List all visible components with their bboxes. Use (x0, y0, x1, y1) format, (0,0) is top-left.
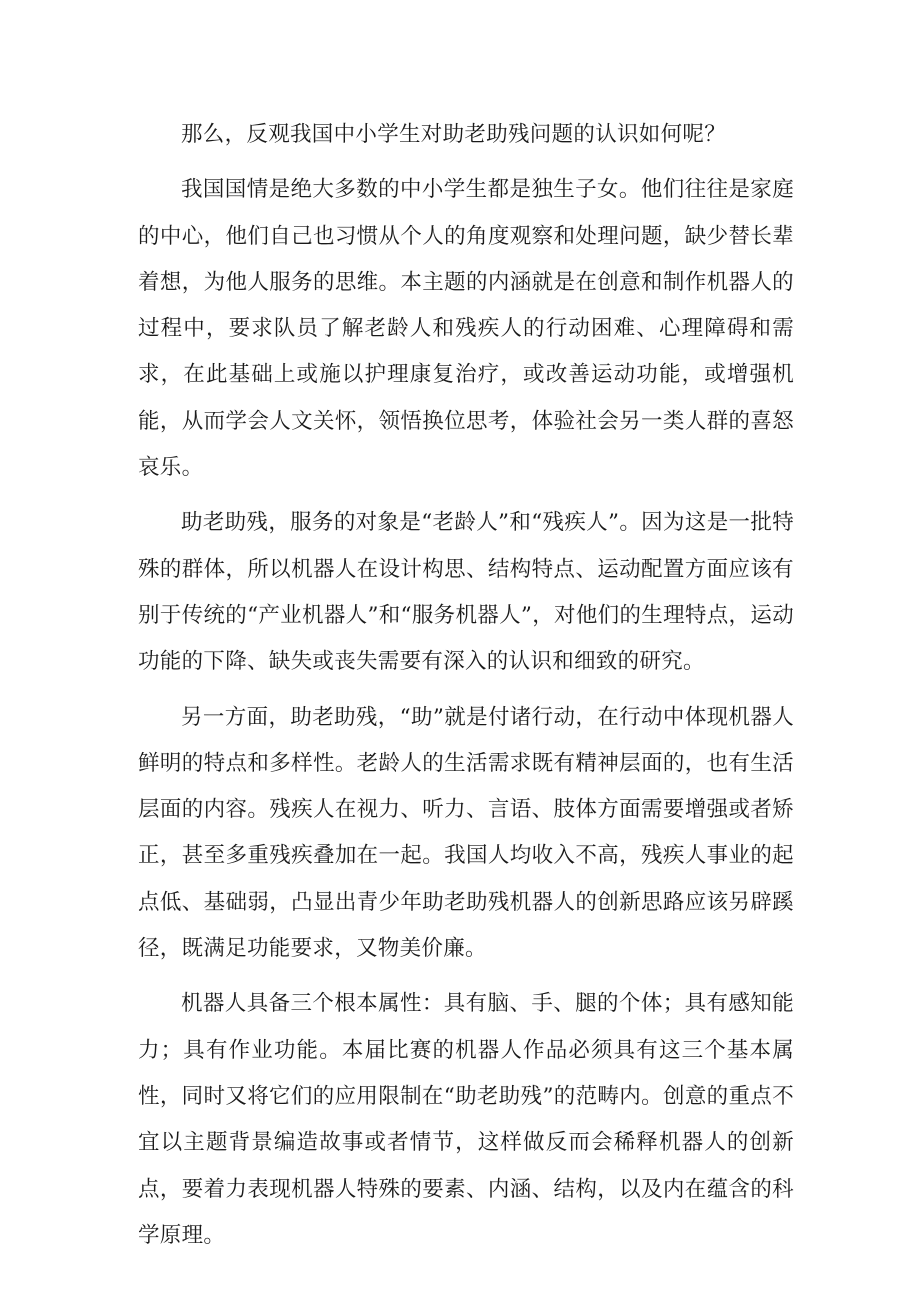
paragraph-action-diversity: 另一方面，助老助残，“助”就是付诸行动，在行动中体现机器人鲜明的特点和多样性。老龄人的生活需求既有精神层面的，也有生活层面的内容。残疾人在视力、听力、言语、肢体方面需要增强或者矫正，甚至多重残疾叠加在一起。我国人均收入不高，残疾人事业的起点低、基础弱，凸显出青少年助老助残机器人的创新思路应该另辟蹊径，既满足功能要求，又物美价廉。 (138, 704, 794, 962)
body-text (138, 112, 794, 1268)
paragraph-intro-question: 那么，反观我国中小学生对助老助残问题的认识如何呢？ (181, 122, 727, 147)
paragraph-national-context: 我国国情是绝大多数的中小学生都是独生子女。他们往往是家庭的中心，他们自己也习惯从个人的角度观察和处理问题，缺少替长辈着想，为他人服务的思维。本主题的内涵就是在创意和制作机器人的过程中，要求队员了解老龄人和残疾人的行动困难、心理障碍和需求，在此基础上或施以护理康复治疗，或改善运动功能，或增强机能，从而学会人文关怀，领悟换位思考，体验社会另一类人群的喜怒哀乐。 (138, 177, 794, 481)
paragraph-robot-attributes: 机器人具备三个根本属性：具有脑、手、腿的个体；具有感知能力；具有作业功能。本届比赛的机器人作品必须具有这三个基本属性，同时又将它们的应用限制在“助老助残”的范畴内。创意的重点不宜以主题背景编造故事或者情节，这样做反而会稀释机器人的创新点，要着力表现机器人特殊的要素、内涵、结构，以及内在蕴含的科学原理。 (138, 991, 794, 1248)
paragraph-service-targets: 助老助残，服务的对象是“老龄人”和“残疾人”。因为这是一批特殊的群体，所以机器人在设计构思、结构特点、运动配置方面应该有别于传统的“产业机器人”和“服务机器人”，对他们的生理特点，运动功能的下降、缺失或丧失需要有深入的认识和细致的研究。 (138, 510, 794, 675)
